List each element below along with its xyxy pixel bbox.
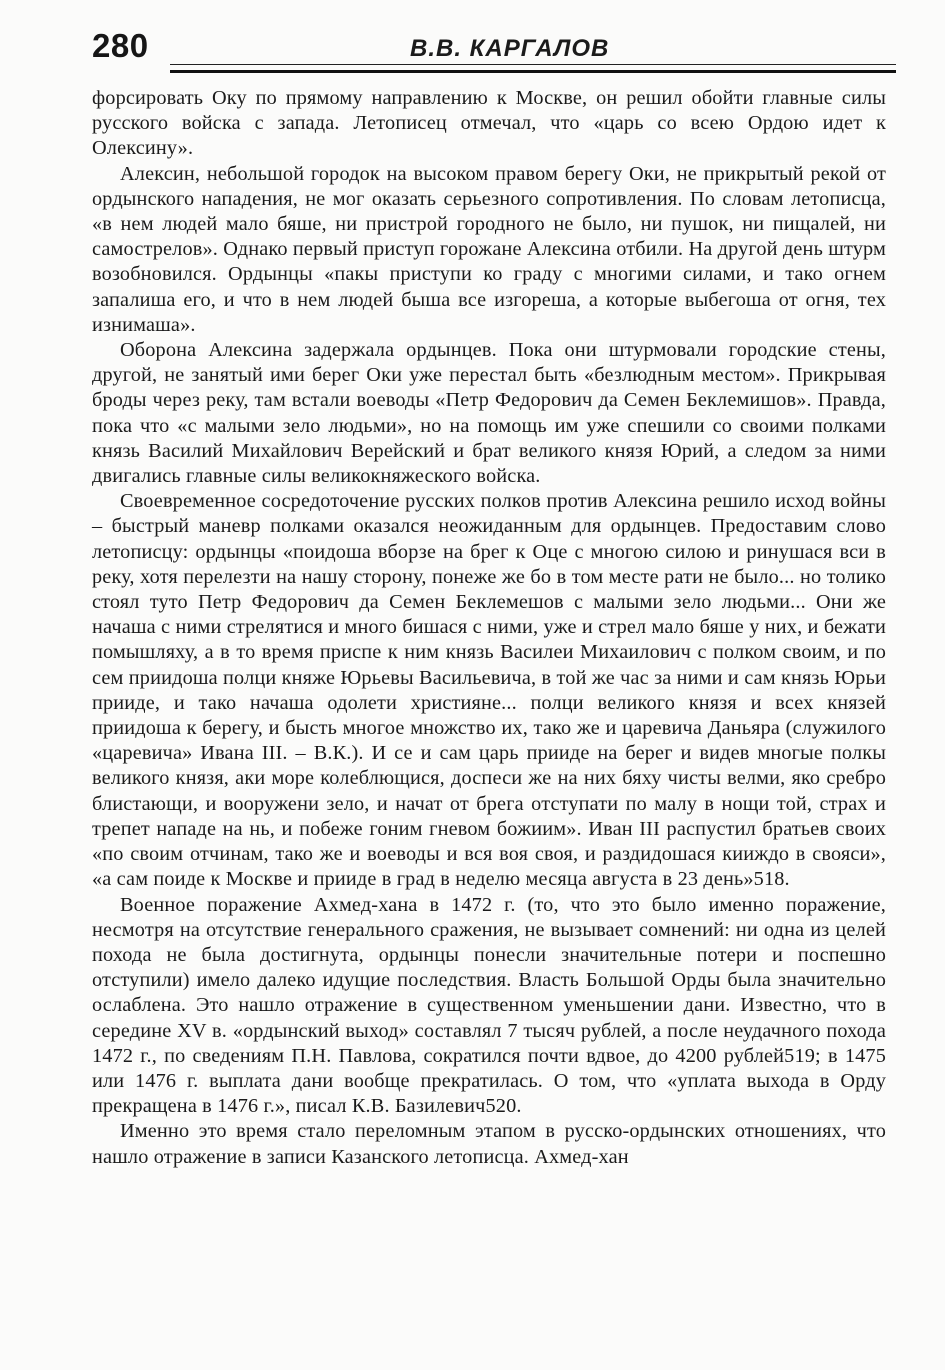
header-rule-thick bbox=[170, 70, 896, 73]
running-head bbox=[92, 26, 896, 76]
paragraph-1: форсировать Оку по прямому направлению к Москве, он решил обойти главные силы русского войска с запада. Летописец отмечал, что «царь со всею Ордою идет к Олексину». bbox=[92, 87, 886, 160]
body-text bbox=[92, 86, 886, 1170]
paragraph-3: Оборона Алексина задержала ордынцев. Пока они штурмовали городские стены, другой, не занятый ими берег Оки уже перестал быть «безлюдным местом». Прикрывая броды через реку, там встали воеводы «Петр Федорович да Семен Беклемишов». Правда, пока что «с малыми зело людьми», но на помощь им уже спешили со своими полками князь Василий Михайлович Верейский и брат великого князя Юрий, а следом за ними двигались главные силы великокняжеского войска. bbox=[92, 339, 886, 488]
header-rule-thin bbox=[170, 64, 896, 65]
paragraph-5: Военное поражение Ахмед-хана в 1472 г. (то, что это было именно поражение, несмотря на отсутствие генерального сражения, не вызывает сомнений: ни одна из целей похода не была достигнута, ордынцы понесли значительные потери и поспешно отступили) имело далеко идущие последствия. Власть Большой Орды была значительно ослаблена. Это нашло отражение в существенном уменьшении дани. Известно, что в середине XV в. «ордынский выход» составлял 7 тысяч рублей, а после неудачного похода 1472 г., по сведениям П.Н. Павлова, сократился почти вдвое, до 4200 рублей519; в 1475 или 1476 г. выплата дани вообще прекратилась. О том, что «уплата выхода в Орду прекращена в 1476 г.», писал К.В. Базилевич520. bbox=[92, 893, 886, 1118]
paragraph-4: Своевременное сосредоточение русских полков против Алексина решило исход войны – быстрый маневр полками оказался неожиданным для ордынцев. Предоставим слово летописцу: ордынцы «поидоша вборзе на брег к Оце с многою силою и ринушася вси в реку, хотя перелезти на нашу сторону, понеже же бо в том месте рати не было... но толико стоял туто Петр Федорович да Семен Беклемешов с малыми зело людьми... Они же начаша с ними стрелятися и много бишася с ними, уже и стрел мало бяше у них, и бежати помышляху, а в то время приспе к ним князь Василеи Михаилович с полком своим, и по сем приидоша полци княже Юрьевы Васильевича, в той же час за ними и сам князь Юрьи прииде, и тако начаша одолети християне... полци великого князя и всех князей приидоша к берегу, и бысть многое множство их, тако же и царевича Даньяра (служилого «царевича» Ивана III. – В.К.). И се и сам царь прииде на берег и видев многые полкы великого князя, аки море колеблющися, доспеси же на них бяху чисты велми, яко сребро блистающи, и вооружени зело, и начат от брега отступати по малу в нощи той, страх и трепет нападе на нь, и побеже гоним гневом божиим». Иван III распустил братьев своих «по своим отчинам, тако же и воеводы и вся воя своя, и раздидошася кииждо в свояси», «а сам поиде к Москве и приидe в град в неделю месяца августа в 23 день»518. bbox=[92, 490, 886, 891]
running-title: В.В. КАРГАЛОВ bbox=[410, 35, 610, 62]
paragraph-2: Алексин, небольшой городок на высоком правом берегу Оки, не прикрытый рекой от ордынского нападения, не мог оказать серьезного сопротивления. По словам летописца, «в нем людей мало бяше, ни пристрой городного не было, ни пушок, ни пищалей, ни самострелов». Однако первый приступ горожане Алексина отбили. На другой день штурм возобновился. Ордынцы «пакы приступи ко граду с многими силами, и тако огнем запалиша его, и что в нем людей быша все изгореша, а которые выбегоша от огня, тех изнимаша». bbox=[92, 162, 886, 336]
paragraph-6: Именно это время стало переломным этапом в русско-ордынских отношениях, что нашло отражение в записи Казанского летописца. Ахмед-хан bbox=[92, 1120, 886, 1168]
page-number: 280 bbox=[92, 27, 149, 64]
